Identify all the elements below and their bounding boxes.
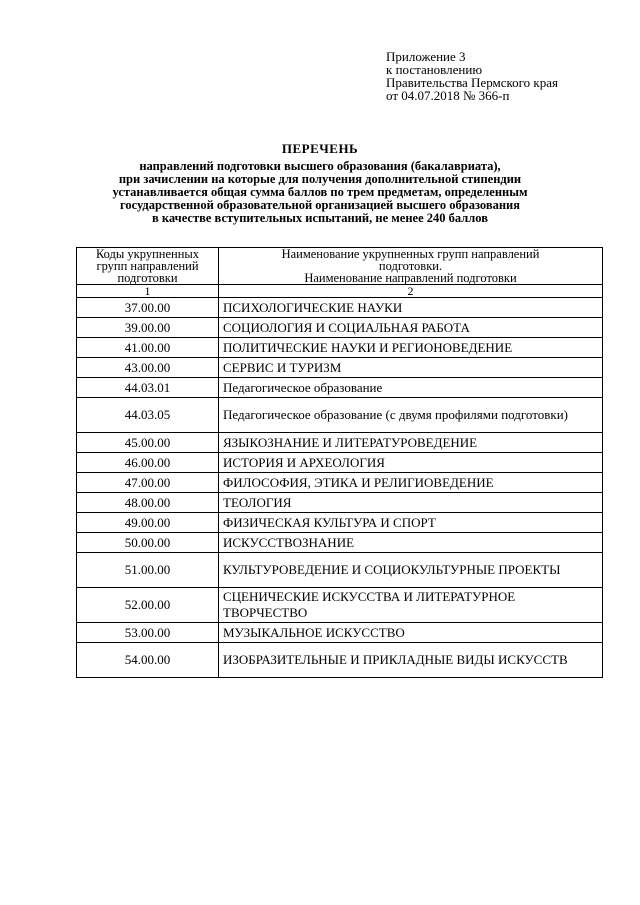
direction-code: 49.00.00 [77,513,219,533]
directions-table [76,247,603,678]
appendix-line: к постановлению [386,62,483,77]
direction-name: ИЗОБРАЗИТЕЛЬНЫЕ И ПРИКЛАДНЫЕ ВИДЫ ИСКУССТВ [219,643,603,678]
table-row [77,643,603,678]
header-names [219,248,603,285]
direction-code: 48.00.00 [77,493,219,513]
table-row [77,513,603,533]
direction-name: ФИЛОСОФИЯ, ЭТИКА И РЕЛИГИОВЕДЕНИЕ [219,473,603,493]
direction-name: СОЦИОЛОГИЯ И СОЦИАЛЬНАЯ РАБОТА [219,318,603,338]
direction-name: КУЛЬТУРОВЕДЕНИЕ И СОЦИОКУЛЬТУРНЫЕ ПРОЕКТЫ [219,553,603,588]
header-line: Наименование укрупненных групп направлений [281,247,540,261]
header-line: подготовки. [378,259,443,273]
subtitle-line: устанавливается общая сумма баллов по трем предметам, определенным [112,185,528,199]
direction-code: 41.00.00 [77,338,219,358]
table-row [77,533,603,553]
direction-name: СЕРВИС И ТУРИЗМ [219,358,603,378]
direction-name: ФИЗИЧЕСКАЯ КУЛЬТУРА И СПОРТ [219,513,603,533]
header-line: Коды укрупненных [95,247,200,261]
direction-code: 47.00.00 [77,473,219,493]
table-row [77,473,603,493]
appendix-line: Приложение 3 [386,49,466,64]
direction-name: СЦЕНИЧЕСКИЕ ИСКУССТВА И ЛИТЕРАТУРНОЕ ТВОРЧЕСТВО [219,588,603,623]
direction-code: 50.00.00 [77,533,219,553]
direction-code: 44.03.01 [77,378,219,398]
direction-code: 37.00.00 [77,298,219,318]
table-row [77,318,603,338]
subtitle-line: в качестве вступительных испытаний, не менее 240 баллов [152,211,488,225]
subtitle-line: направлений подготовки высшего образования (бакалавриата), [139,159,501,173]
subtitle-line: при зачислении на которые для получения дополнительной стипендии [118,172,522,186]
table-row [77,623,603,643]
direction-name: ТЕОЛОГИЯ [219,493,603,513]
direction-name: ИСТОРИЯ И АРХЕОЛОГИЯ [219,453,603,473]
table-row [77,453,603,473]
column-number: 2 [219,285,603,298]
table-row [77,358,603,378]
direction-name: МУЗЫКАЛЬНОЕ ИСКУССТВО [219,623,603,643]
table-row [77,588,603,623]
appendix-line: Правительства Пермского края [386,75,558,90]
table-row [77,433,603,453]
direction-code: 46.00.00 [77,453,219,473]
table-row [77,378,603,398]
direction-code: 51.00.00 [77,553,219,588]
direction-code: 52.00.00 [77,588,219,623]
direction-name: ЯЗЫКОЗНАНИЕ И ЛИТЕРАТУРОВЕДЕНИЕ [219,433,603,453]
direction-name: Педагогическое образование [219,378,603,398]
direction-name: ПОЛИТИЧЕСКИЕ НАУКИ И РЕГИОНОВЕДЕНИЕ [219,338,603,358]
direction-code: 53.00.00 [77,623,219,643]
table-row [77,553,603,588]
direction-code: 44.03.05 [77,398,219,433]
table-row [77,338,603,358]
direction-name: ИСКУССТВОЗНАНИЕ [219,533,603,553]
table-row [77,298,603,318]
header-line: Наименование направлений подготовки [304,271,517,285]
table-row [77,493,603,513]
appendix-line: от 04.07.2018 № 366-п [386,88,510,103]
direction-code: 43.00.00 [77,358,219,378]
header-codes [77,248,219,285]
direction-code: 54.00.00 [77,643,219,678]
document-title: ПЕРЕЧЕНЬ [281,141,359,156]
direction-name: Педагогическое образование (с двумя профилями подготовки) [219,398,603,433]
table-header-row [77,248,603,285]
direction-code: 39.00.00 [77,318,219,338]
table-row [77,398,603,433]
column-number-row [77,285,603,298]
direction-code: 45.00.00 [77,433,219,453]
header-line: подготовки [117,271,178,285]
direction-name: ПСИХОЛОГИЧЕСКИЕ НАУКИ [219,298,603,318]
column-number: 1 [77,285,219,298]
document-subtitle [70,160,570,225]
subtitle-line: государственной образовательной организацией высшего образования [119,198,521,212]
header-line: групп направлений [96,259,199,273]
appendix-block [386,50,558,102]
